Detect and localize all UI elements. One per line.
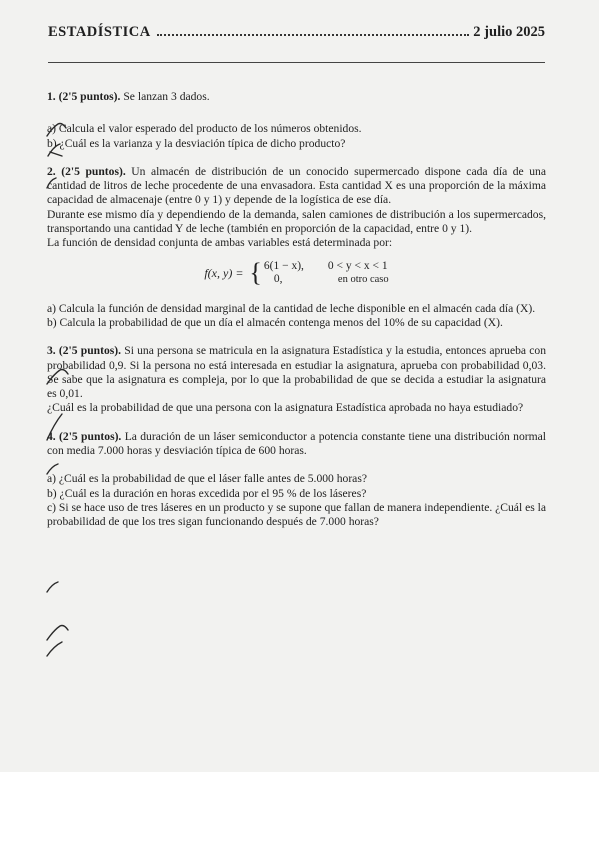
question-2-paragraph-2: Durante ese mismo día y dependiendo de la demanda, salen camiones de distribución a los supermercados, transportando una cantidad Y de leche (también en proporción de la capacidad, entre 0 y 1). bbox=[47, 207, 546, 236]
joint-density-formula bbox=[47, 257, 546, 287]
formula-case-1-condition: 0 < y < x < 1 bbox=[327, 259, 388, 272]
question-1-statement bbox=[47, 90, 546, 104]
question-2-text: Un almacén de distribución de un conocido supermercado dispone cada día de una cantidad de litros de leche procedente de una envasadora. Esta cantidad X es una proporción de la máxima capacidad de almacenaje (entre 0 y 1) y depende de la logística de ese día. bbox=[47, 164, 546, 207]
formula-case-2-value: 0, bbox=[273, 272, 283, 285]
question-1-part-a: a) Calcula el valor esperado del producto de los números obtenidos. bbox=[47, 122, 362, 136]
pen-mark-q4b bbox=[47, 642, 62, 656]
question-4-paragraph-1 bbox=[47, 430, 546, 459]
subject-title: ESTADÍSTICA bbox=[48, 24, 151, 40]
header-divider bbox=[48, 62, 545, 63]
question-4-label: 4. (2'5 puntos). bbox=[47, 429, 122, 443]
question-1-intro: Se lanzan 3 dados. bbox=[120, 90, 210, 103]
question-3-text: Si una persona se matricula en la asignatura Estadística y la estudia, entonces aprueba con probabilidad 0,9. Si la persona no está interesada en estudiar la asignatura, aprueba con probabilidad 0,03. Se sabe que la asignatura es compleja, por lo que la probabilidad de que se decida a estudiar la asignatura es 0,01. bbox=[47, 344, 546, 401]
question-4-part-a: a) ¿Cuál es la probabilidad de que el láser falle antes de 5.000 horas? bbox=[47, 472, 367, 486]
exam-body bbox=[47, 90, 546, 530]
question-1-part-b: b) ¿Cuál es la varianza y la desviación típica de dicho producto? bbox=[47, 136, 346, 150]
formula-brace: { bbox=[249, 257, 262, 287]
formula-case-1-value: 6(1 − x), bbox=[263, 259, 304, 272]
question-3-paragraph-1 bbox=[47, 344, 546, 401]
formula-cases bbox=[264, 260, 389, 286]
question-4-part-c: c) Si se hace uso de tres láseres en un producto y se supone que fallan de manera independiente. ¿Cuál es la probabilidad de que los tres sigan funcionando después de 7.000 horas? bbox=[47, 500, 546, 529]
pen-mark-q4 bbox=[47, 582, 58, 592]
question-2-label: 2. (2'5 puntos). bbox=[47, 164, 126, 178]
formula-case-2-condition: en otro caso bbox=[337, 273, 389, 285]
question-2-paragraph-3: La función de densidad conjunta de ambas variables está determinada por: bbox=[47, 236, 393, 250]
exam-date: 2 julio 2025 bbox=[473, 24, 545, 40]
question-2-part-a: a) Calcula la función de densidad marginal de la cantidad de leche disponible en el almacén cada día (X). bbox=[47, 301, 536, 315]
question-1-label: 1. (2'5 puntos). bbox=[47, 90, 121, 103]
question-2-part-b: b) Calcula la probabilidad de que un día el almacén contenga menos del 10% de su capacidad (X). bbox=[47, 315, 503, 329]
header-dotted-leader bbox=[157, 34, 470, 36]
formula-case-2 bbox=[264, 273, 389, 286]
formula-case-1 bbox=[264, 260, 389, 273]
question-3-paragraph-2: ¿Cuál es la probabilidad de que una persona con la asignatura Estadística aprobada no haya estudiado? bbox=[47, 401, 524, 415]
formula-lhs: f(x, y) = bbox=[204, 265, 244, 280]
exam-header bbox=[48, 24, 545, 41]
question-2-paragraph-1 bbox=[47, 165, 546, 208]
question-4-text: La duración de un láser semiconductor a potencia constante tiene una distribución normal con media 7.000 horas y desviación típica de 600 horas. bbox=[47, 429, 546, 458]
question-4-part-b: b) ¿Cuál es la duración en horas excedida por el 95 % de los láseres? bbox=[47, 486, 367, 500]
question-3-label: 3. (2'5 puntos). bbox=[47, 344, 122, 358]
pen-mark-q4a bbox=[47, 626, 68, 641]
